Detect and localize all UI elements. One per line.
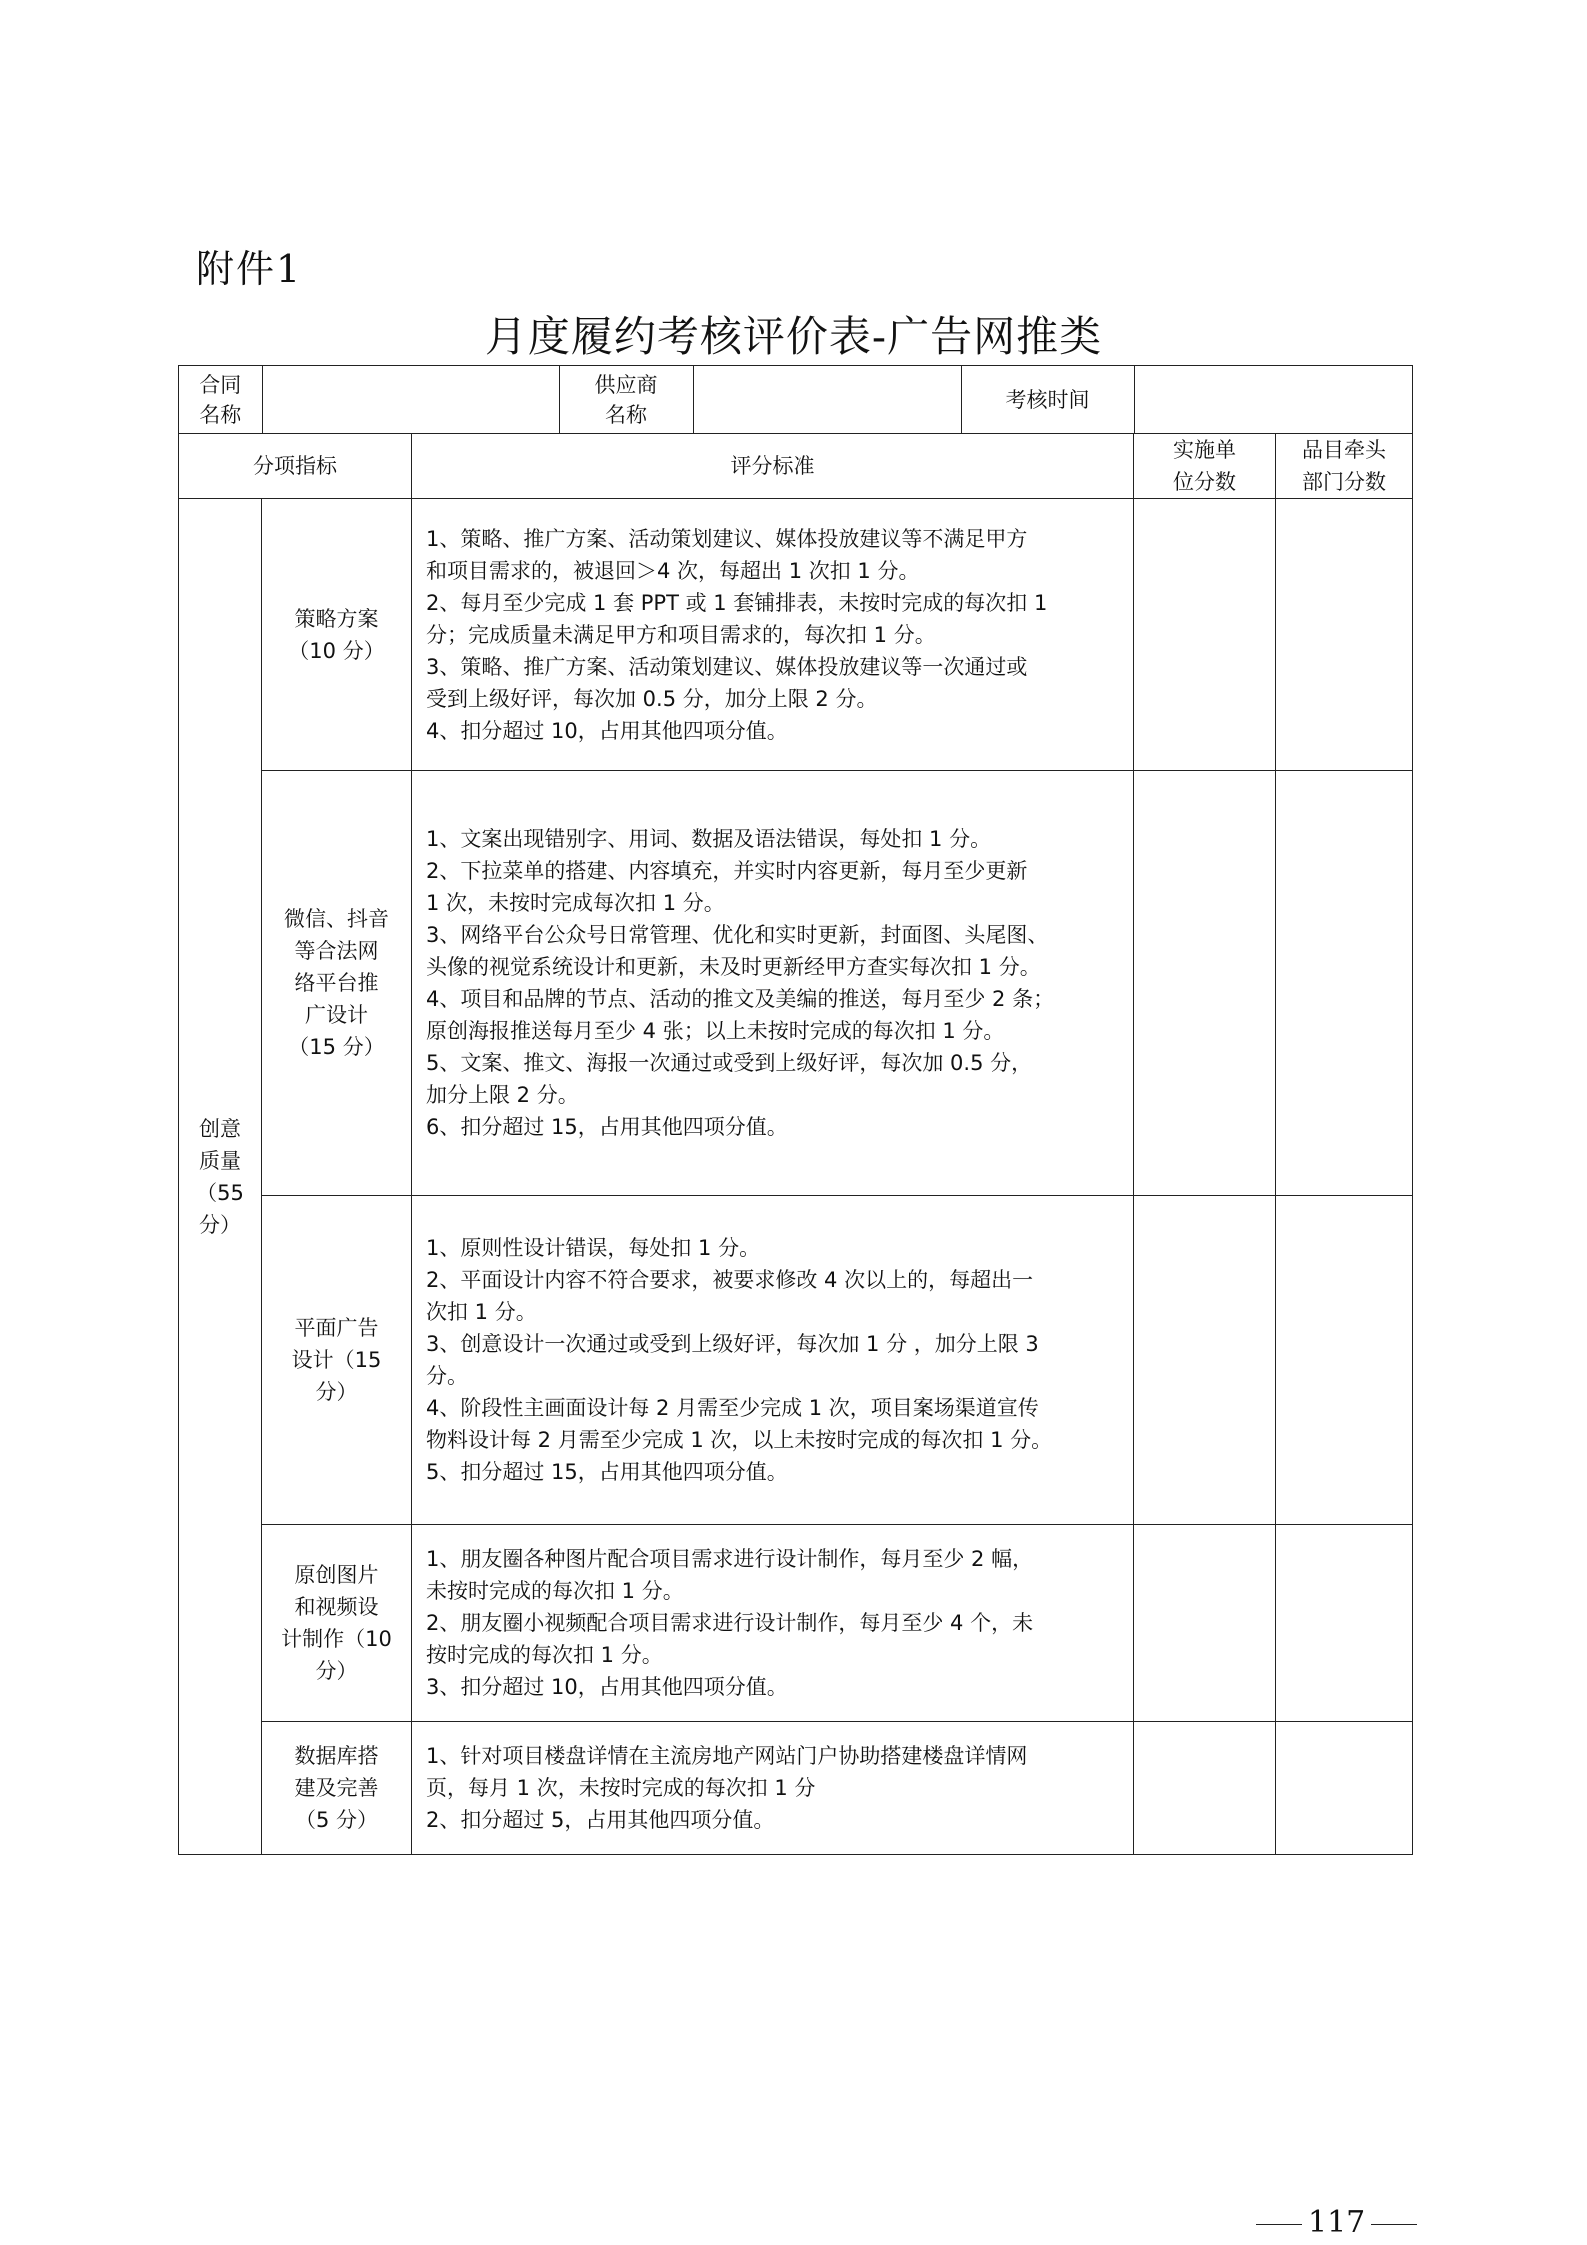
indicator-cell: 平面广告 设计（15 分） [262,1196,412,1525]
indicator-cell: 微信、抖音 等合法网 络平台推 广设计 （15 分） [262,771,412,1196]
page-number-dash-right [1371,2224,1417,2225]
implementing-score-field[interactable] [1134,1722,1276,1855]
category-lead-score-header: 品目牵头 部门分数 [1276,434,1413,499]
implementing-score-field[interactable] [1134,499,1276,771]
contract-name-field[interactable] [262,366,559,433]
lead-score-field[interactable] [1276,499,1413,771]
implementing-score-header: 实施单 位分数 [1134,434,1276,499]
table-row [179,1722,1413,1855]
category-cell: 创意 质量 （55 分） [179,499,262,1855]
criteria-cell: 1、文案出现错别字、用词、数据及语法错误，每处扣 1 分。 2、下拉菜单的搭建、内容填充，并实时内容更新，每月至少更新 1 次，未按时完成每次扣 1 分。 3、网络平台公众号日常管理、优化和实时更新，封面图、头尾图、 头像的视觉系统设计和更新，未及时更新经甲方查实每次扣 1 分。 4、项目和品牌的节点、活动的推文及美编的推送，每月至少 2 条； 原创海报推送每月至少 4 张；以上未按时完成的每次扣 1 分。 5、文案、推文、海报一次通过或受到上级好评，每次加 0.5 分， 加分上限 2 分。 6、扣分超过 15，占用其他四项分值。 [412,771,1134,1196]
supplier-name-field[interactable] [693,366,961,433]
table-row [179,499,1413,771]
criteria-cell: 1、原则性设计错误，每处扣 1 分。 2、平面设计内容不符合要求，被要求修改 4 次以上的，每超出一 次扣 1 分。 3、创意设计一次通过或受到上级好评，每次加 1 分 ，加分上限 3 分。 4、阶段性主画面设计每 2 月需至少完成 1 次，项目案场渠道宣传 物料设计每 2 月需至少完成 1 次，以上未按时完成的每次扣 1 分。 5、扣分超过 15，占用其他四项分值。 [412,1196,1134,1525]
criteria-cell: 1、朋友圈各种图片配合项目需求进行设计制作，每月至少 2 幅， 未按时完成的每次扣 1 分。 2、朋友圈小视频配合项目需求进行设计制作，每月至少 4 个，未 按时完成的每次扣 1 分。 3、扣分超过 10，占用其他四项分值。 [412,1525,1134,1722]
assessment-time-label: 考核时间 [961,366,1134,433]
supplier-name-label: 供应商 名称 [559,366,693,433]
attachment-label: 附件1 [196,247,303,291]
assessment-time-field[interactable] [1134,366,1413,433]
sub-indicator-header: 分项指标 [179,434,412,499]
header-info-table [179,366,1413,433]
header-info-row [179,366,1413,434]
criteria-cell: 1、策略、推广方案、活动策划建议、媒体投放建议等不满足甲方 和项目需求的，被退回＞4 次，每超出 1 次扣 1 分。 2、每月至少完成 1 套 PPT 或 1 套铺排表，未按时完成的每次扣 1 分；完成质量未满足甲方和项目需求的，每次扣 1 分。 3、策略、推广方案、活动策划建议、媒体投放建议等一次通过或 受到上级好评，每次加 0.5 分，加分上限 2 分。 4、扣分超过 10，占用其他四项分值。 [412,499,1134,771]
lead-score-field[interactable] [1276,1196,1413,1525]
implementing-score-field[interactable] [1134,1525,1276,1722]
page-title: 月度履约考核评价表-广告网推类 [484,312,1103,361]
page-number-dash-left [1256,2224,1302,2225]
criteria-header: 评分标准 [412,434,1134,499]
implementing-score-field[interactable] [1134,1196,1276,1525]
assessment-table [178,365,1413,1855]
implementing-score-field[interactable] [1134,771,1276,1196]
table-row [179,1196,1413,1525]
contract-name-label: 合同 名称 [179,366,262,433]
page-number-value: 117 [1308,2205,1366,2240]
criteria-cell: 1、针对项目楼盘详情在主流房地产网站门户协助搭建楼盘详情网 页，每月 1 次，未按时完成的每次扣 1 分 2、扣分超过 5，占用其他四项分值。 [412,1722,1134,1855]
table-row [179,1525,1413,1722]
table-row [179,771,1413,1196]
column-header-row [179,434,1413,499]
lead-score-field[interactable] [1276,1722,1413,1855]
page-number [1250,2205,1423,2240]
lead-score-field[interactable] [1276,1525,1413,1722]
indicator-cell: 策略方案 （10 分） [262,499,412,771]
indicator-cell: 数据库搭 建及完善 （5 分） [262,1722,412,1855]
lead-score-field[interactable] [1276,771,1413,1196]
indicator-cell: 原创图片 和视频设 计制作（10 分） [262,1525,412,1722]
